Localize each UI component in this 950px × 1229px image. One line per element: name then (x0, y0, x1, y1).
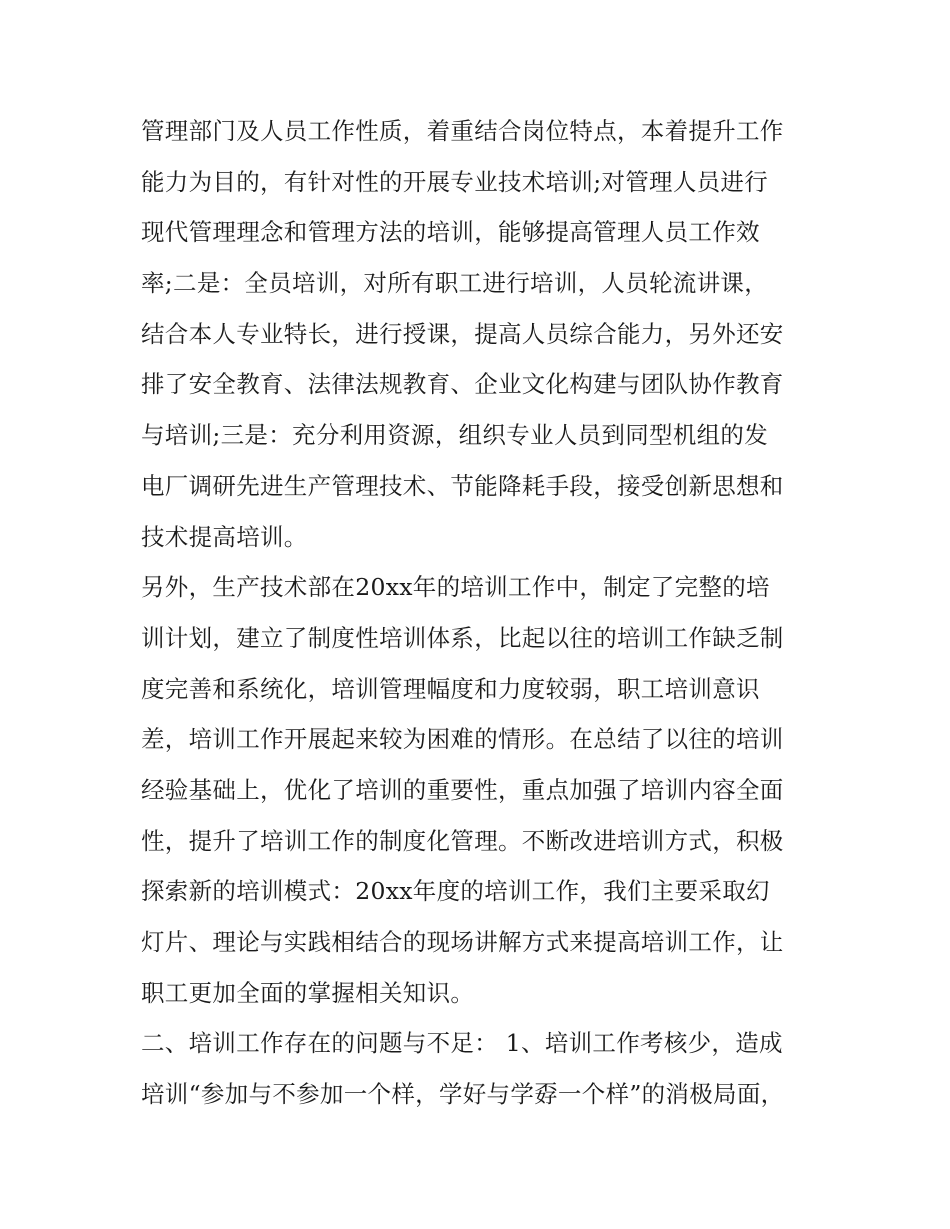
text-line: 性，提升了培训工作的制度化管理。不断改进培训方式，积极 (141, 826, 784, 855)
text-line: 经验基础上，优化了培训的重要性，重点加强了培训内容全面 (141, 775, 784, 804)
text-line: 职工更加全面的掌握相关知识。 (141, 978, 475, 1007)
text-line: 另外，生产技术部在20xx年的培训工作中，制定了完整的培 (141, 573, 770, 602)
text-line: 与培训;三是：充分利用资源，组织专业人员到同型机组的发 (141, 421, 769, 450)
text-line: 排了安全教育、法律法规教育、企业文化构建与团队协作教育 (141, 370, 784, 399)
text-line: 现代管理理念和管理方法的培训，能够提高管理人员工作效 (141, 218, 760, 247)
text-line: 灯片、理论与实践相结合的现场讲解方式来提高培训工作，让 (141, 928, 784, 956)
text-line: 能力为目的，有针对性的开展专业技术培训;对管理人员进行 (141, 167, 769, 196)
text-line: 结合本人专业特长，进行授课，提高人员综合能力，另外还安 (141, 319, 784, 348)
document-body (141, 106, 821, 1120)
text-line: 率;二是：全员培训，对所有职工进行培训，人员轮流讲课， (141, 269, 769, 298)
text-line: 探索新的培训模式：20xx年度的培训工作，我们主要采取幻 (141, 877, 770, 906)
text-line: 电厂调研先进生产管理技术、节能降耗手段，接受创新思想和 (141, 471, 784, 500)
text-line: 二、培训工作存在的问题与不足： 1、培训工作考核少，造成 (141, 1029, 783, 1058)
text-line: 差，培训工作开展起来较为困难的情形。在总结了以往的培训 (141, 725, 784, 754)
text-line: 培训“参加与不参加一个样，学好与学孬一个样”的消极局面， (141, 1080, 785, 1109)
text-line: 技术提高培训。 (141, 522, 308, 551)
text-line: 训计划，建立了制度性培训体系，比起以往的培训工作缺乏制 (141, 623, 784, 652)
text-line: 度完善和系统化，培训管理幅度和力度较弱，职工培训意识 (141, 674, 760, 703)
text-line: 管理部门及人员工作性质，着重结合岗位特点，本着提升工作 (141, 117, 784, 145)
